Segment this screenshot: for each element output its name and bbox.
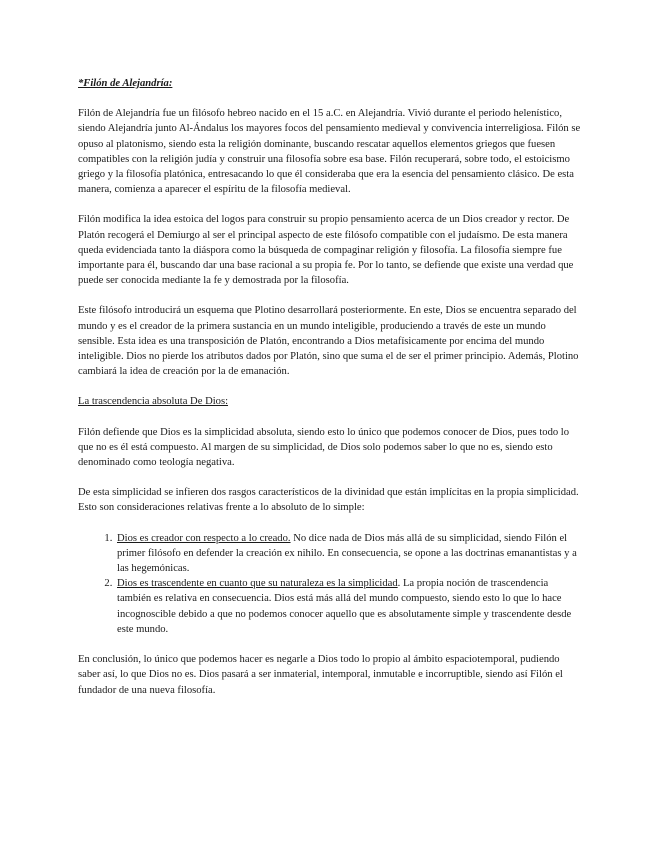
- document-page: [78, 76, 581, 713]
- section-heading: La trascendencia absoluta De Dios:: [78, 396, 229, 408]
- numbered-list: [78, 531, 581, 637]
- document-title: *Filón de Alejandría:: [78, 78, 173, 89]
- intro-paragraph-3: Este filósofo introducirá un esquema que Plotino desarrollará posteriormente. En este, Dios se encuentra separado del mundo y es el creador de la primera sustancia en un mundo inteligible, produciendo a través de este un mundo sensible. Esta idea es una transposición de Platón, encontrando a Dios metafísicamente por encima del mundo inteligible. Dios no pierde los atributos dados por Platón, sino que suma el de ser el primer principio. Además, Plotino cambiará la idea de creación por la de emanación.: [78, 305, 579, 378]
- list-item: [115, 576, 581, 637]
- list-item-lead: Dios es creador con respecto a lo creado.: [117, 532, 291, 544]
- intro-paragraph-2: Filón modifica la idea estoica del logos para construir su propio pensamiento acerca de un Dios creador y rector. De Platón recogerá el Demiurgo al ser el principal aspecto de este filósofo compatible con el judaísmo. De esta manera queda evidenciada tanto la diáspora como la búsqueda de compaginar religión y filosofía. La filosofía siempre fue importante para él, buscando dar una base racional a su propia fe. Por lo tanto, se defiende que existe una verdad que puede ser conocida mediante la fe y demostrada por la filosofía.: [78, 214, 574, 287]
- list-item-text: No dice nada de Dios más allá de su simplicidad, siendo Filón el primer filósofo en defender la creación ex nihilo. En consecuencia, se opone a las doctrinas emanantistas y a las hegemónicas.: [117, 532, 577, 575]
- section-paragraph-1: Filón defiende que Dios es la simplicidad absoluta, siendo esto lo único que podemos conocer de Dios, pues todo lo que no es él está compuesto. Al margen de su simplicidad, de Dios solo podemos saber lo que no es, siendo esto denominado como teología negativa.: [78, 426, 570, 469]
- intro-paragraph-1: Filón de Alejandría fue un filósofo hebreo nacido en el 15 a.C. en Alejandría. Vivió durante el periodo helenístico, siendo Alejandría junto Al-Ándalus los mayores focos del pensamiento medieval y convivencia interreligiosa. Filón se opuso al platonismo, siendo esta la religión dominante, buscando rescatar aquellos elementos griegos que fuesen compatibles con la religión judía y construir una filosofía sobre esa base. Filón recuperará, sobre todo, el estoicismo griego y la filosofía platónica, entresacando lo que él consideraba que era la esencia del pensamiento clásico. De esta manera, comienza a aparecer el espíritu de la filosofía medieval.: [78, 108, 581, 196]
- section-paragraph-2: De esta simplicidad se infieren dos rasgos característicos de la divinidad que están implícitas en la propia simplicidad. Esto son consideraciones relativas frente a lo absoluto de lo simple:: [78, 487, 579, 514]
- conclusion-paragraph: En conclusión, lo único que podemos hacer es negarle a Dios todo lo propio al ámbito espaciotemporal, pudiendo saber así, lo que Dios no es. Dios pasará a ser inmaterial, intemporal, inmutable e incorruptible, siendo así Filón el fundador de una nueva filosofía.: [78, 654, 563, 696]
- list-item: [115, 531, 581, 577]
- list-item-text: . La propia noción de trascendencia también es relativa en consecuencia. Dios está más allá del mundo compuesto, siendo esto lo que lo hace incognoscible debido a que no podemos conocer aquello que es absolutamente simple y trascendente desde este mundo.: [117, 578, 572, 635]
- list-item-lead: Dios es trascendente en cuanto que su naturaleza es la simplicidad: [117, 578, 398, 590]
